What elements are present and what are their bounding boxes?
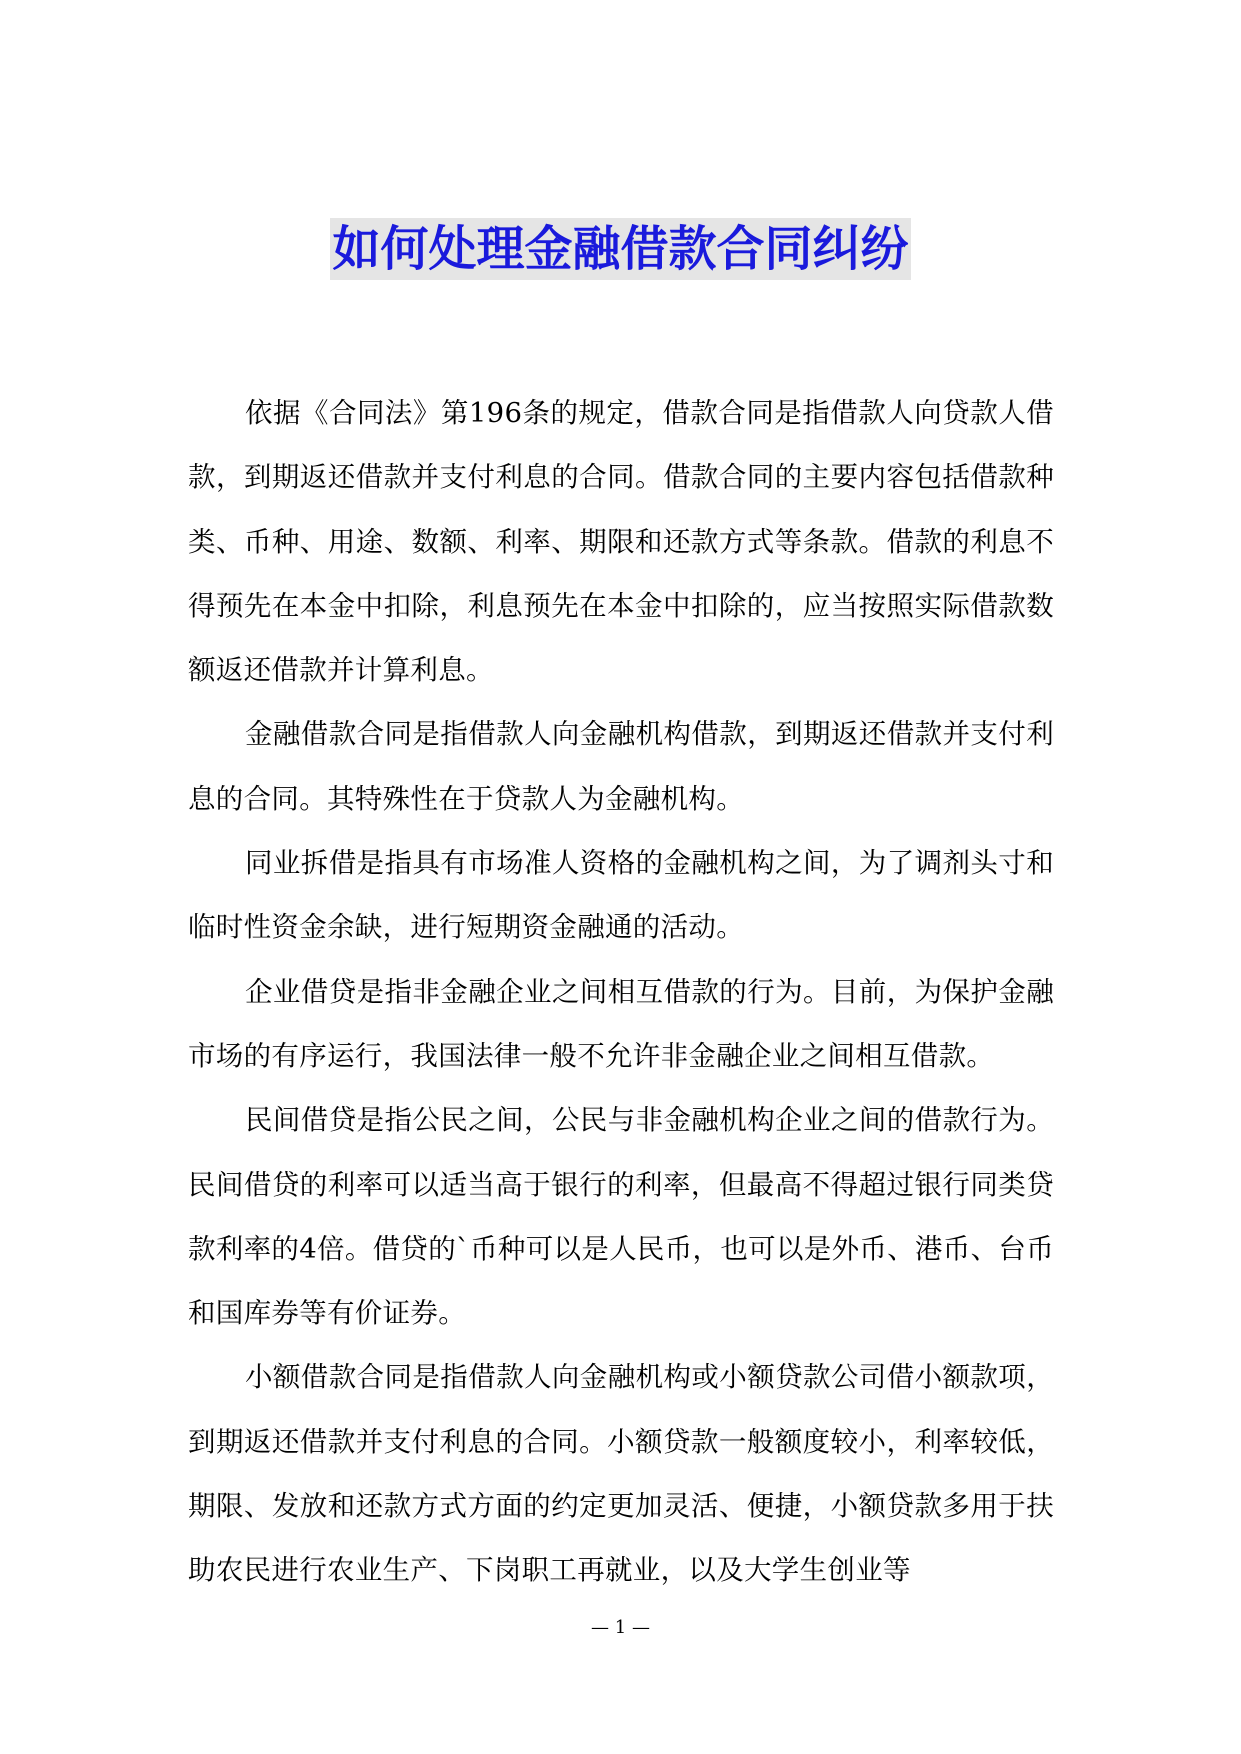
document-body xyxy=(188,381,1054,1603)
page-number: — 1 — xyxy=(591,1617,650,1638)
paragraph-financial-loan: 金融借款合同是指借款人向金融机构借款，到期返还借款并支付利息的合同。其特殊性在于贷款人为金融机构。 xyxy=(188,718,1054,815)
document-title: 如何处理金融借款合同纠纷 xyxy=(330,218,910,280)
paragraph-contract-law: 依据《合同法》第196条的规定，借款合同是指借款人向贷款人借款，到期返还借款并支付利息的合同。借款合同的主要内容包括借款种类、币种、用途、数额、利率、期限和还款方式等条款。借款的利息不得预先在本金中扣除，利息预先在本金中扣除的，应当按照实际借款数额返还借款并计算利息。 xyxy=(188,397,1054,687)
paragraph-private-lending: 民间借贷是指公民之间，公民与非金融机构企业之间的借款行为。民间借贷的利率可以适当高于银行的利率，但最高不得超过银行同类贷款利率的4倍。借贷的`币种可以是人民币，也可以是外币、港币、台币和国库券等有价证券。 xyxy=(188,1104,1054,1330)
paragraph-interbank-lending: 同业拆借是指具有市场准人资格的金融机构之间，为了调剂头寸和临时性资金余缺，进行短期资金融通的活动。 xyxy=(188,847,1054,944)
title-container xyxy=(0,218,1241,280)
paragraph-small-loan: 小额借款合同是指借款人向金融机构或小额贷款公司借小额款项，到期返还借款并支付利息的合同。小额贷款一般额度较小，利率较低，期限、发放和还款方式方面的约定更加灵活、便捷，小额贷款多用于扶助农民进行农业生产、下岗职工再就业，以及大学生创业等 xyxy=(188,1361,1054,1587)
paragraph-enterprise-lending: 企业借贷是指非金融企业之间相互借款的行为。目前，为保护金融市场的有序运行，我国法律一般不允许非金融企业之间相互借款。 xyxy=(188,975,1054,1072)
